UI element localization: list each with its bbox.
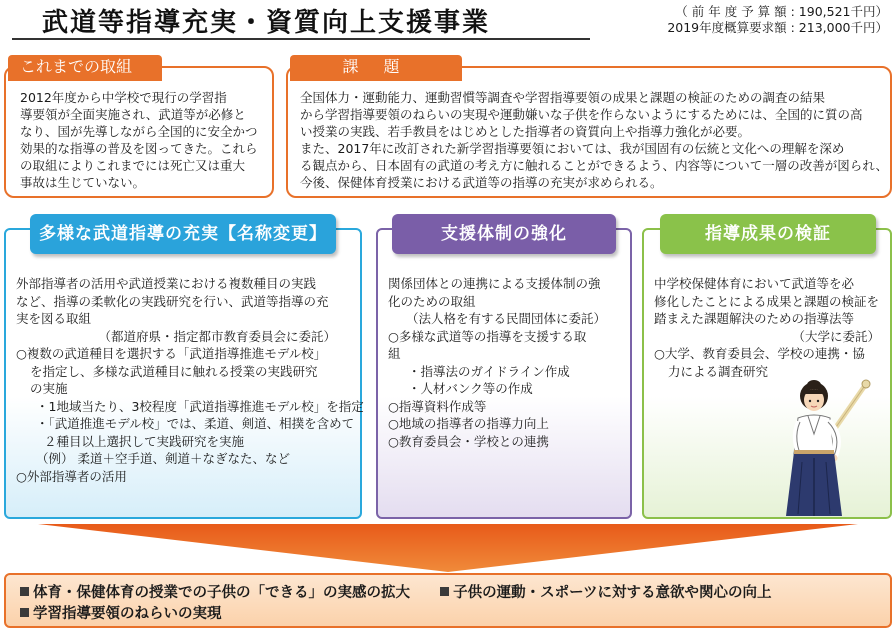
- c3-item: ○大学、教育委員会、学校の連携・協: [654, 346, 865, 361]
- c3-item: 力による調査研究: [668, 363, 769, 379]
- c1-example: （例） 柔道＋空手道、剣道＋なぎなた、など: [36, 451, 290, 466]
- c1-commission: （都道府県・指定都市教育委員会に委託）: [98, 328, 336, 344]
- c3-line: 修化したことによる成果と課題の検証を: [654, 293, 880, 309]
- c1-item: を指定し、多様な武道種目に触れる授業の実践研究: [30, 363, 318, 379]
- outcome-row: [20, 604, 880, 625]
- c2-line: 関係団体との連携による支援体制の強: [388, 276, 601, 291]
- c3-line: 踏まえた課題解決のための指導法等: [654, 311, 855, 326]
- previous-line: 効果的な指導の普及を図ってきた。これら: [20, 141, 258, 156]
- issue-line: る観点から、日本固有の武道の考え方に触れることができるよう、内容等について一層の改善が図られ、: [300, 158, 889, 173]
- issue-line: から学習指導要領のねらいの実現や運動嫌いな子供を作らないようにするためには、全国的に質の高: [300, 107, 863, 122]
- c1-line: など、指導の柔軟化の実践研究を行い、武道等指導の充: [16, 293, 329, 309]
- outcome-item: 学習指導要領のねらいの実現: [33, 606, 222, 622]
- c2-sub-item: ・指導法のガイドライン作成: [408, 363, 570, 379]
- budget-previous-year: （ 前 年 度 予 算 額 : 190,521千円）: [675, 4, 888, 19]
- c3-line: 中学校保健体育において武道等を必: [654, 276, 855, 291]
- c1-line: 外部指導者の活用や武道授業における複数種目の実践: [16, 276, 317, 291]
- c1-sub-item: ２種目以上選択して実践研究を実施: [44, 433, 245, 449]
- c1-sub-item: ・「武道推進モデル校」では、柔道、剣道、相撲を含めて: [36, 416, 355, 431]
- budget-2019-request: 2019年度概算要求額 : 213,000千円）: [667, 20, 888, 35]
- verification-header: 指導成果の検証: [660, 214, 876, 254]
- issue-line: い授業の実践、若手教員をはじめとした指導者の資質向上や指導力強化が必要。: [300, 124, 751, 139]
- kendo-student-illustration: [768, 376, 888, 522]
- previous-line: 2012年度から中学校で現行の学習指: [20, 90, 227, 105]
- outcome-item: 体育・保健体育の授業での子供の「できる」の実感の拡大: [33, 585, 410, 601]
- outcome-row: [20, 583, 880, 604]
- c1-item: の実施: [30, 381, 68, 396]
- bullet-square-icon: [440, 587, 449, 596]
- down-arrow-icon: [38, 524, 858, 572]
- c2-item: ○多様な武道等の指導を支援する取: [388, 328, 587, 344]
- page-title: 武道等指導充実・資質向上支援事業: [42, 8, 491, 38]
- previous-line: 導要領が全面実施され、武道等が必修と: [20, 107, 246, 122]
- support-system-column: [376, 228, 632, 519]
- diverse-budo-header: 多様な武道指導の充実【名称変更】: [30, 214, 336, 254]
- c1-item: ○外部指導者の活用: [16, 468, 127, 484]
- c2-item: ○教育委員会・学校との連携: [388, 433, 549, 449]
- c2-item: ○指導資料作成等: [388, 398, 487, 414]
- bullet-square-icon: [20, 608, 29, 617]
- previous-line: 事故は生じていない。: [20, 175, 146, 190]
- issues-box: [286, 66, 892, 198]
- previous-line: の取組によりこれまでには死亡又は重大: [20, 158, 246, 173]
- previous-efforts-box: [4, 66, 274, 198]
- c3-commission: （大学に委託）: [792, 328, 880, 344]
- issue-line: 今後、保健体育授業における武道等の指導の充実が求められる。: [300, 175, 663, 190]
- c2-line: 化のための取組: [388, 293, 476, 309]
- diverse-budo-column: [4, 228, 362, 519]
- previous-efforts-tab: これまでの取組: [8, 55, 162, 81]
- issue-line: また、2017年に改訂された新学習指導要領においては、我が国固有の伝統と文化への理解を深め: [300, 141, 845, 156]
- c1-item: ○複数の武道種目を選択する「武道指導推進モデル校」: [16, 346, 327, 361]
- previous-line: なり、国が先導しながら全国的に安全かつ: [20, 124, 258, 139]
- c2-commission: （法人格を有する民間団体に委託）: [405, 311, 606, 326]
- bullet-square-icon: [20, 587, 29, 596]
- c2-item: 組: [388, 346, 401, 361]
- c2-sub-item: ・人材バンク等の作成: [408, 381, 533, 396]
- c1-sub-item: ・1地域当たり、3校程度「武道指導推進モデル校」を指定: [36, 398, 364, 414]
- support-system-header: 支援体制の強化: [392, 214, 616, 254]
- c1-line: 実を図る取組: [16, 311, 92, 326]
- title-underline: [12, 38, 590, 40]
- outcome-item: 子供の運動・スポーツに対する意欲や関心の向上: [453, 585, 772, 601]
- issue-line: 全国体力・運動能力、運動習慣等調査や学習指導要領の成果と課題の検証のための調査の結果: [300, 90, 826, 105]
- issues-tab: 課 題: [290, 55, 462, 81]
- c2-item: ○地域の指導者の指導力向上: [388, 416, 549, 431]
- budget-info: [667, 4, 888, 36]
- expected-outcomes-box: [4, 573, 892, 628]
